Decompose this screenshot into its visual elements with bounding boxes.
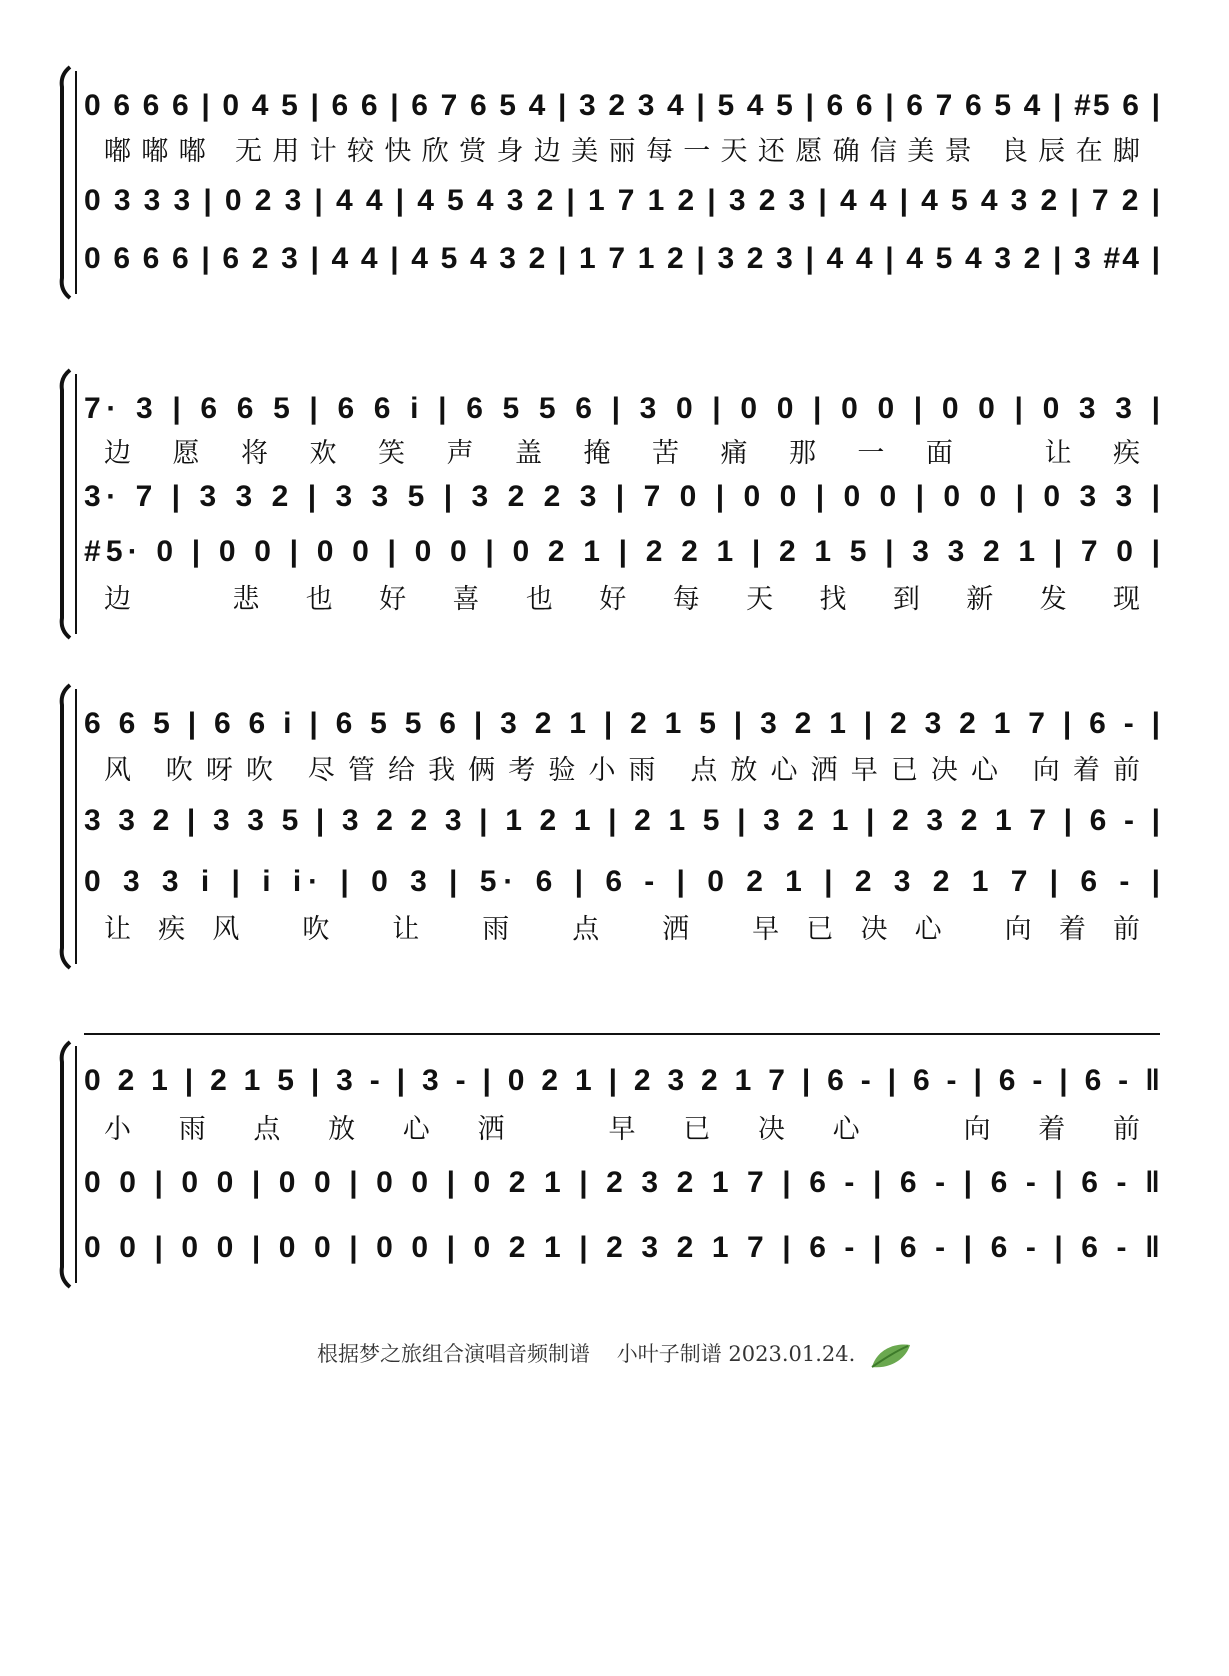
system-bracket [62,370,70,638]
notation-row: 3· 7 | 3 3 2 | 3 3 5 | 3 2 2 3 | 7 0 | 0 0 | 0 0 | 0 0 | 0 3 3 | [84,480,1160,513]
notation-row: 0 0 | 0 0 | 0 0 | 0 0 | 0 2 1 | 2 3 2 1 7 | 6 - | 6 - | 6 - | 6 - ‖ [84,1231,1160,1264]
system-4 [62,1034,1160,1287]
lyric-row: 边愿将欢笑声盖掩苦痛那一面 让疾 [104,438,1140,469]
system-2 [62,370,1160,638]
author-text: 小叶子制谱 2023.01.24. [616,1342,856,1366]
notation-row: 6 6 5 | 6 6 i | 6 5 5 6 | 3 2 1 | 2 1 5 | 3 2 1 | 2 3 2 1 7 | 6 - | [84,707,1161,740]
system-bracket [62,1042,70,1287]
notation-row: 3 3 2 | 3 3 5 | 3 2 2 3 | 1 2 1 | 2 1 5 | 3 2 1 | 2 3 2 1 7 | 6 - | [84,804,1160,837]
lyric-row: 让疾风 吹 让 雨 点 洒 早已决心 向着前 [104,914,1140,945]
notation-row: #5· 0 | 0 0 | 0 0 | 0 0 | 0 2 1 | 2 2 1 | 2 1 5 | 3 3 2 1 | 7 0 | [84,535,1160,568]
lyric-row: 边 悲也好喜也好每天找到新发现 [104,584,1140,615]
lyric-row: 小雨点放心洒 早已决心 向着前 [104,1114,1140,1145]
lyric-row: 风 吹呀吹 尽管给我俩考验小雨 点放心洒早已决心 向着前 [104,755,1141,786]
notation-row: 0 6 6 6 | 6 2 3 | 4 4 | 4 5 4 3 2 | 1 7 1 2 | 3 2 3 | 4 4 | 4 5 4 3 2 | 3 #4 | [84,242,1161,275]
credit-text: 根据梦之旅组合演唱音频制谱 [317,1342,590,1366]
notation-row: 0 3 3 3 | 0 2 3 | 4 4 | 4 5 4 3 2 | 1 7 1 2 | 3 2 3 | 4 4 | 4 5 4 3 2 | 7 2 | [84,184,1160,217]
leaf-icon [868,1341,912,1371]
notation-row: 0 0 | 0 0 | 0 0 | 0 0 | 0 2 1 | 2 3 2 1 7 | 6 - | 6 - | 6 - | 6 - ‖ [84,1166,1160,1199]
notation-row: 0 6 6 6 | 0 4 5 | 6 6 | 6 7 6 5 4 | 3 2 3 4 | 5 4 5 | 6 6 | 6 7 6 5 4 | #5 6 | [84,89,1161,122]
notation-row: 0 2 1 | 2 1 5 | 3 - | 3 - | 0 2 1 | 2 3 2 1 7 | 6 - | 6 - | 6 - | 6 - ‖ [84,1064,1161,1097]
system-3 [62,685,1160,968]
notation-row: 0 3 3 i | i i· | 0 3 | 5· 6 | 6 - | 0 2 1 | 2 3 2 1 7 | 6 - | [84,865,1161,898]
footer-credit [0,1338,1229,1371]
lyric-row: 嘟嘟嘟 无用计较快欣赏身边美丽每一天还愿确信美景 良辰在脚 [104,136,1140,167]
system-1 [62,67,1160,298]
system-bracket [62,685,70,968]
notation-row: 7· 3 | 6 6 5 | 6 6 i | 6 5 5 6 | 3 0 | 0 0 | 0 0 | 0 0 | 0 3 3 | [84,392,1160,425]
system-bracket [62,67,70,298]
